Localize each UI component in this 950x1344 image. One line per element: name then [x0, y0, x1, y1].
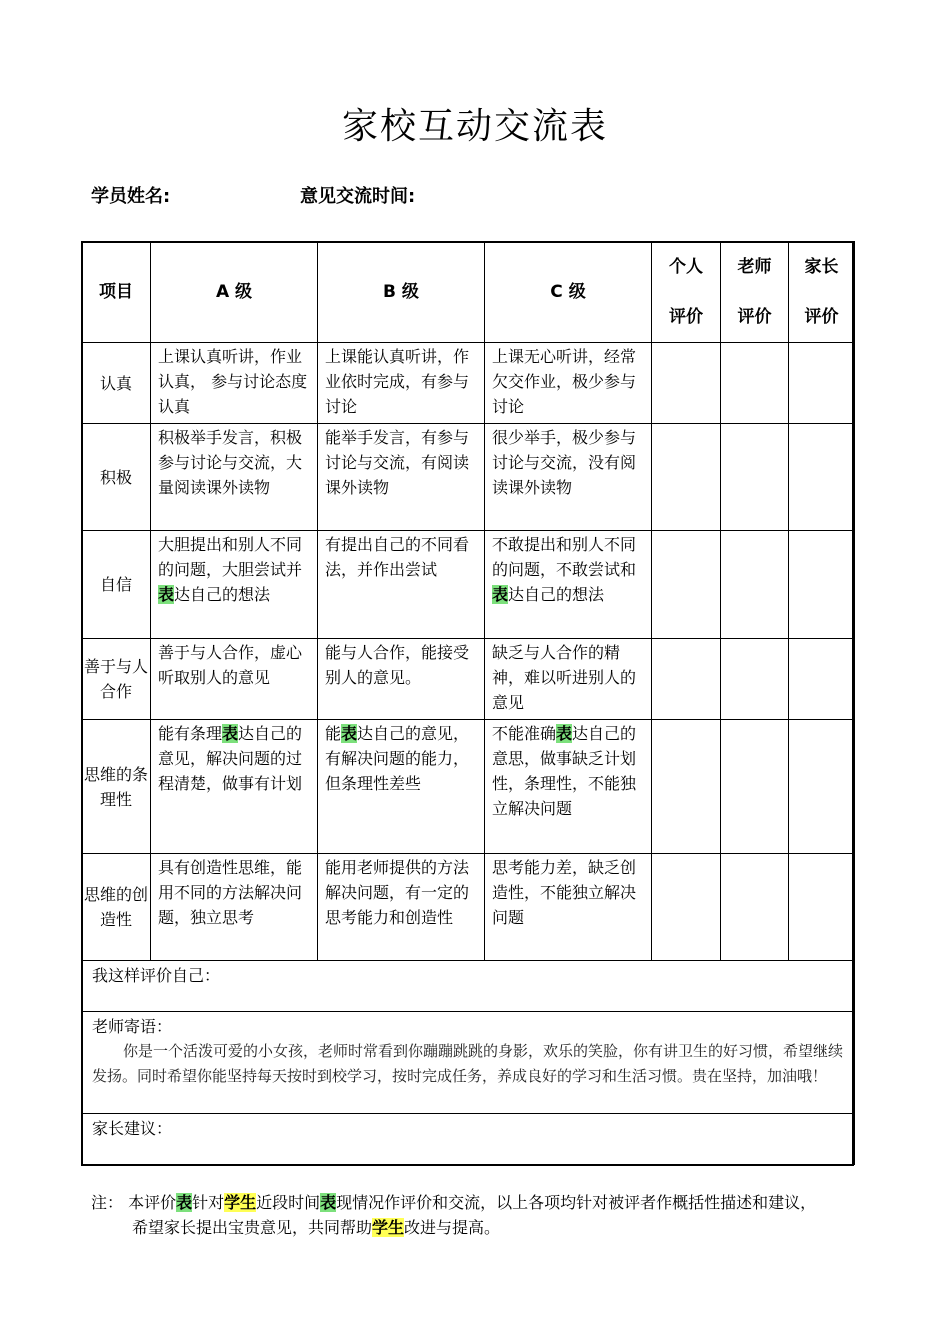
page-title: 家校互动交流表: [341, 106, 608, 147]
table-row: [82, 639, 855, 720]
parent-eval-cell[interactable]: [789, 854, 855, 961]
evaluation-table: [81, 241, 855, 1165]
parent-eval-cell[interactable]: [789, 424, 855, 531]
row-level-c: 上课无心听讲，经常欠交作业，极少参与讨论: [485, 343, 652, 424]
teacher-message-text: 你是一个活泼可爱的小女孩，老师时常看到你蹦蹦跳跳的身影，欢乐的笑脸，你有讲卫生的好习惯，希望继续发扬。同时希望你能坚持每天按时到校学习，按时完成任务，养成良好的学习和生活习惯。贵在坚持，加油哦！: [92, 1042, 844, 1085]
row-level-b: 能用老师提供的方法解决问题，有一定的思考能力和创造性: [318, 854, 485, 961]
header-self-eval: 个人 评价: [652, 242, 721, 343]
parent-eval-cell[interactable]: [789, 639, 855, 720]
row-level-c: 缺乏与人合作的精神，难以听进别人的意见: [485, 639, 652, 720]
header-level-c: C 级: [485, 242, 652, 343]
header-level-b: B 级: [318, 242, 485, 343]
table-row: [82, 531, 855, 639]
self-eval-row: [82, 961, 855, 1012]
row-level-c: 很少举手，极少参与讨论与交流，没有阅读课外读物: [485, 424, 652, 531]
row-level-b: 能与人合作，能接受别人的意见。: [318, 639, 485, 720]
table-row: [82, 343, 855, 424]
row-item: 积极: [82, 424, 151, 531]
self-eval-cell[interactable]: [652, 854, 721, 961]
self-eval-cell[interactable]: [652, 720, 721, 854]
table-row: [82, 720, 855, 854]
row-item: 认真: [82, 343, 151, 424]
row-level-c: 思考能力差，缺乏创造性，不能独立解决问题: [485, 854, 652, 961]
teacher-message-cell: [82, 1012, 855, 1114]
table-row: [82, 424, 855, 531]
row-level-a: 能有条理表达自己的意见，解决问题的过程清楚，做事有计划: [151, 720, 318, 854]
self-eval-cell[interactable]: [652, 424, 721, 531]
table-header-row: [82, 242, 855, 343]
footnote-line-1: 注： 本评价表针对学生近段时间表现情况作评价和交流，以上各项均针对被评者作概括性描述和建议，: [91, 1193, 817, 1212]
self-eval-label[interactable]: 我这样评价自己：: [82, 961, 855, 1012]
row-level-a: 上课认真听讲，作业认真， 参与讨论态度认真: [151, 343, 318, 424]
row-level-b: 上课能认真听讲，作业依时完成，有参与讨论: [318, 343, 485, 424]
row-item: 思维的条理性: [82, 720, 151, 854]
row-level-c: 不敢提出和别人不同的问题，不敢尝试和表达自己的想法: [485, 531, 652, 639]
teacher-eval-cell[interactable]: [721, 424, 789, 531]
parent-advice-row: [82, 1114, 855, 1165]
parent-advice-label[interactable]: 家长建议：: [82, 1114, 855, 1165]
row-item: 善于与人合作: [82, 639, 151, 720]
row-level-a: 大胆提出和别人不同的问题，大胆尝试并表达自己的想法: [151, 531, 318, 639]
teacher-eval-cell[interactable]: [721, 531, 789, 639]
header-level-a: A 级: [151, 242, 318, 343]
self-eval-cell[interactable]: [652, 639, 721, 720]
teacher-message-row: [82, 1012, 855, 1114]
teacher-eval-cell[interactable]: [721, 343, 789, 424]
row-level-a: 具有创造性思维，能用不同的方法解决问题，独立思考: [151, 854, 318, 961]
header-parent-eval: 家长 评价: [789, 242, 855, 343]
row-level-a: 善于与人合作，虚心听取别人的意见: [151, 639, 318, 720]
row-level-b: 能举手发言，有参与讨论与交流，有阅读课外读物: [318, 424, 485, 531]
teacher-eval-cell[interactable]: [721, 720, 789, 854]
footnote: [91, 1190, 861, 1240]
self-eval-cell[interactable]: [652, 531, 721, 639]
row-level-a: 积极举手发言，积极参与讨论与交流，大量阅读课外读物: [151, 424, 318, 531]
row-item: 自信: [82, 531, 151, 639]
exchange-time-label: 意见交流时间:: [300, 186, 416, 207]
parent-eval-cell[interactable]: [789, 343, 855, 424]
row-item: 思维的创造性: [82, 854, 151, 961]
student-name-label: 学员姓名:: [91, 186, 171, 207]
header-teacher-eval: 老师 评价: [721, 242, 789, 343]
footnote-line-2: 希望家长提出宝贵意见，共同帮助学生改进与提高。: [132, 1218, 501, 1237]
row-level-b: 能表达自己的意见，有解决问题的能力，但条理性差些: [318, 720, 485, 854]
header-item: 项目: [82, 242, 151, 343]
teacher-message-label: 老师寄语：: [92, 1017, 173, 1036]
parent-eval-cell[interactable]: [789, 531, 855, 639]
parent-eval-cell[interactable]: [789, 720, 855, 854]
self-eval-cell[interactable]: [652, 343, 721, 424]
teacher-eval-cell[interactable]: [721, 854, 789, 961]
teacher-eval-cell[interactable]: [721, 639, 789, 720]
row-level-c: 不能准确表达自己的意思，做事缺乏计划性，条理性，不能独立解决问题: [485, 720, 652, 854]
row-level-b: 有提出自己的不同看法，并作出尝试: [318, 531, 485, 639]
table-row: [82, 854, 855, 961]
